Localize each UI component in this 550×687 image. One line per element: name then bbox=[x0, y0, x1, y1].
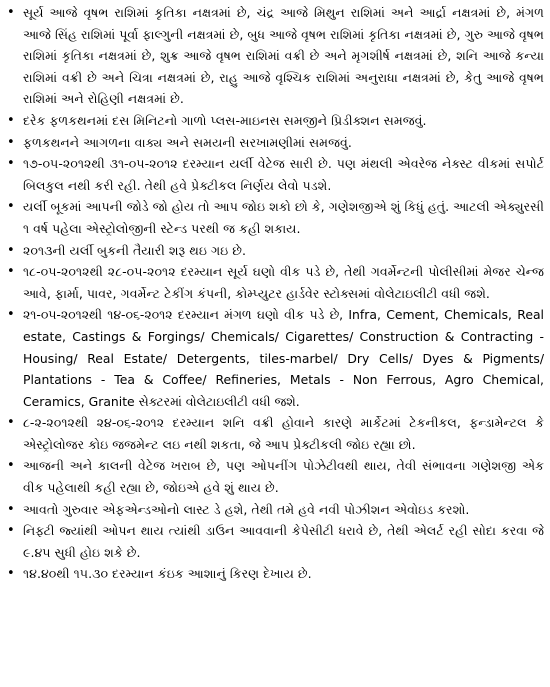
list-item-text: યર્લી બૂકમાં આપની જોડે જો હોય તો આપ જોઇ શકો છો કે, ગણેશજીએ શું કિધું હતું. આટલી એક્યુરસી ૧ વર્ષ પહેલા એસ્ટ્રોલોજીની સ્ટેન્ડ પરથી જ કહી શકાય. bbox=[23, 199, 544, 236]
list-item bbox=[6, 563, 544, 585]
list-item bbox=[6, 240, 544, 262]
bullet-icon: • bbox=[7, 242, 15, 258]
list-item bbox=[6, 455, 544, 498]
bullet-icon: • bbox=[7, 199, 15, 215]
bullet-icon: • bbox=[7, 501, 15, 517]
bullet-icon: • bbox=[7, 458, 15, 474]
list-item-text: આવતો ગુરુવાર એફએન્ડઓનો લાસ્ટ ડે હશે, તેથી તમે હવે નવી પોઝીશન એવોઇડ કરશો. bbox=[23, 501, 470, 517]
list-item bbox=[6, 132, 544, 154]
list-item-text: આજની અને કાલની વેટેજ ખરાબ છે, પણ ઓપનીંગ પોઝેટીવથી થાય, તેવી સંભાવના ગણેશજી એક વીક પહેલાથી કહી રહ્યા છે, જોઇએ હવે શું થાય છે. bbox=[23, 458, 544, 496]
bullet-icon: • bbox=[7, 264, 15, 280]
list-item bbox=[6, 261, 544, 304]
list-item-text: ૧૪.૪૦થી ૧૫.૩૦ દરમ્યાન કંઇક આશાનું કિરણ દેખાય છે. bbox=[23, 566, 312, 582]
list-item bbox=[6, 412, 544, 455]
list-item bbox=[6, 110, 544, 132]
list-item bbox=[6, 153, 544, 196]
list-item-text: ૨૧-૦૫-૨૦૧૨થી ૧૪-૦૬-૨૦૧૨ દરમ્યાન મંગળ ઘણો વીક પડે છે, Infra, Cement, Chemicals, Real estate, Castings & Forgings/ Chemicals/ Cigarettes/ Construction & Contracting - Housing/ Real Estate/ Detergents, tiles-marbel/ Dry Cells/ Dyes & Pigments/ Plantations - Tea & Coffee/ Refineries, Metals - Non Ferrous, Agro Chemical, Ceramics, Granite સેક્ટરમાં વોલેટાઇલીટી વધી જશે. bbox=[23, 307, 544, 409]
bullet-icon: • bbox=[7, 307, 15, 323]
bullet-icon: • bbox=[7, 112, 15, 128]
bullet-icon: • bbox=[7, 5, 15, 20]
prediction-bullet-list bbox=[6, 2, 544, 585]
list-item bbox=[6, 520, 544, 563]
list-item bbox=[6, 499, 544, 521]
list-item-text: ફળકથનને આગળના વાક્ય અને સમયની સરખામણીમાં સમજવું. bbox=[23, 134, 352, 150]
list-item-text: નિફ્ટી જ્યાંથી ઓપન થાય ત્યાંથી ડાઉન આવવાની કેપેસીટી ધરાવે છે, તેથી એલર્ટ રહી સોદા કરવા જે ૯.૪૫ સુધી હોઇ શકે છે. bbox=[23, 523, 544, 560]
list-item bbox=[6, 2, 544, 110]
bullet-icon: • bbox=[7, 134, 15, 150]
bullet-icon: • bbox=[7, 523, 15, 539]
list-item bbox=[6, 304, 544, 412]
bullet-icon: • bbox=[7, 415, 15, 431]
list-item-text: ૨૦૧૩ની યર્લી બુકની તૈયારી શરૂ થઇ ગઇ છે. bbox=[23, 242, 247, 258]
list-item-text: ૧૭-૦૫-૨૦૧૨થી ૩૧-૦૫-૨૦૧૨ દરમ્યાન યર્લી વેટેજ સારી છે. પણ મંથલી એવરેજ નેક્સ્ટ વીકમાં સપોર્ટ બિલકુલ નથી કરી રહી. તેથી હવે પ્રેક્ટીકલ નિર્ણય લેવો પડશે. bbox=[23, 156, 544, 193]
bullet-icon: • bbox=[7, 566, 15, 582]
list-item-text: દરેક ફળકથનમાં દસ મિનિટનો ગાળો પ્લસ-માઇનસ સમજીને પ્રિડીક્શન સમજવું. bbox=[23, 112, 427, 128]
list-item-text: સૂર્ય આજે વૃષભ રાશિમાં કૃતિકા નક્ષત્રમાં છે, ચંદ્ર આજે મિથુન રાશિમાં અને આર્દ્રા નક્ષત્રમાં છે, મંગળ આજે સિંહ રાશિમાં પૂર્વા ફાલ્ગુની નક્ષત્રમાં છે, બુધ આજે વૃષભ રાશિમાં કૃતિકા નક્ષત્રમાં છે, ગુરુ આજે વૃષભ રાશિમાં કૃતિકા નક્ષત્રમાં છે, શુક્ર આજે વૃષભ રાશિમાં વક્રી છે અને મૃગશીર્ષ નક્ષત્રમાં છે, શનિ આજે કન્યા રાશિમાં વક્રી છે અને ચિત્રા નક્ષત્રમાં છે, રાહુ આજે વૃશ્ચિક રાશિમાં અનુરાધા નક્ષત્રમાં છે, કેતુ આજે વૃષભ રાશિમાં અને રોહિણી નક્ષત્રમાં છે. bbox=[23, 5, 544, 107]
list-item-text: ૮-૨-૨૦૧૨થી ૨૪-૦૬-૨૦૧૨ દરમ્યાન શનિ વક્રી હોવાને કારણે માર્કેટમાં ટેકનીકલ, ફન્ડામેન્ટલ કે એસ્ટ્રોલોજર કોઇ જજમેન્ટ લઇ નથી શકતા, જે આપ પ્રેક્ટીકલી જોઇ રહ્યા છો. bbox=[23, 415, 544, 452]
bullet-icon: • bbox=[7, 156, 15, 172]
list-item-text: ૧૮-૦૫-૨૦૧૨થી ૨૮-૦૫-૨૦૧૨ દરમ્યાન સૂર્ય ઘણો વીક પડે છે, તેથી ગવર્મેન્ટની પોલીસીમાં મેજર ચેન્જ આવે, ફાર્મા, પાવર, ગવર્મેન્ટ ટેકીંગ કંપની, કોમ્પ્યુટર હાર્ડવેર સ્ટોક્સમાં વોલેટાઇલીટી વધી જશે. bbox=[23, 264, 544, 301]
list-item bbox=[6, 196, 544, 239]
